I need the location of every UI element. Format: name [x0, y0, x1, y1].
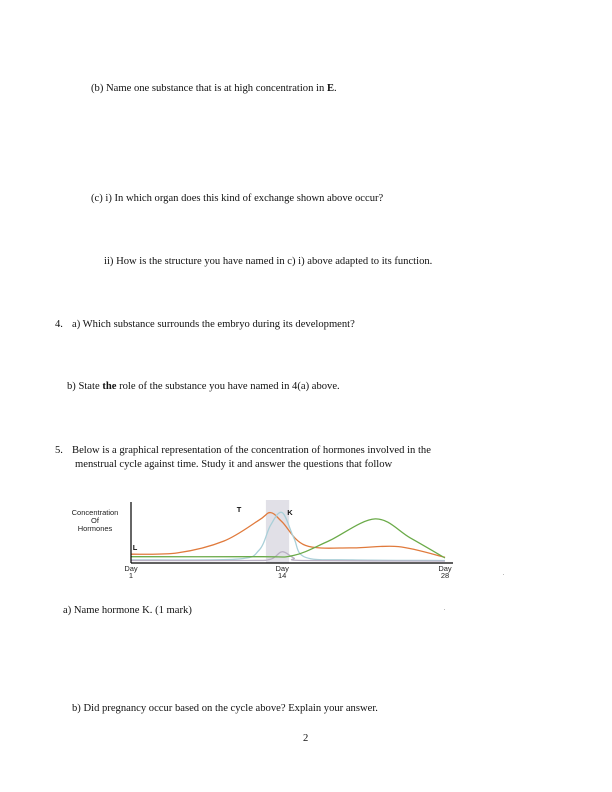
- hormone-chart-svg: [55, 496, 465, 588]
- y-axis-label-line: Hormones: [77, 524, 113, 533]
- label-k: K: [287, 508, 293, 517]
- hormone-chart: [55, 496, 465, 588]
- question-4a: a) Which substance surrounds the embryo during its development?: [72, 319, 355, 330]
- scan-speck: [444, 609, 445, 610]
- x-tick-value: 28: [440, 571, 450, 580]
- x-tick-value: 1: [128, 571, 134, 580]
- question-3c-ii: ii) How is the structure you have named in c) i) above adapted to its function.: [104, 256, 433, 267]
- label-l: L: [132, 543, 138, 552]
- question-4-number: 4.: [55, 319, 63, 330]
- question-3b: (b) Name one substance that is at high concentration in E.: [91, 83, 337, 94]
- shaded-band: [266, 500, 289, 563]
- label-t: T: [236, 505, 242, 514]
- question-5-line2: menstrual cycle against time. Study it and answer the questions that follow: [75, 459, 393, 470]
- question-5a: a) Name hormone K. (1 mark): [63, 605, 192, 616]
- question-3c-i: (c) i) In which organ does this kind of exchange shown above occur?: [91, 193, 384, 204]
- page-number: 2: [303, 733, 309, 744]
- question-5-number: 5.: [55, 445, 63, 456]
- x-tick-label: Day: [275, 564, 289, 573]
- x-ticks: [124, 564, 452, 580]
- x-tick-value: 14: [278, 571, 287, 580]
- question-4b: b) State the role of the substance you have named in 4(a) above.: [67, 381, 340, 392]
- y-axis-label-line: Concentration: [71, 508, 119, 517]
- scan-speck: [503, 574, 504, 575]
- question-5b: b) Did pregnancy occur based on the cycle above? Explain your answer.: [72, 703, 378, 714]
- y-axis-label-line: Of: [91, 516, 99, 525]
- x-tick-label: Day: [124, 564, 138, 573]
- question-5-line1: Below is a graphical representation of the concentration of hormones involved in the: [72, 445, 431, 456]
- x-tick-label: Day: [438, 564, 452, 573]
